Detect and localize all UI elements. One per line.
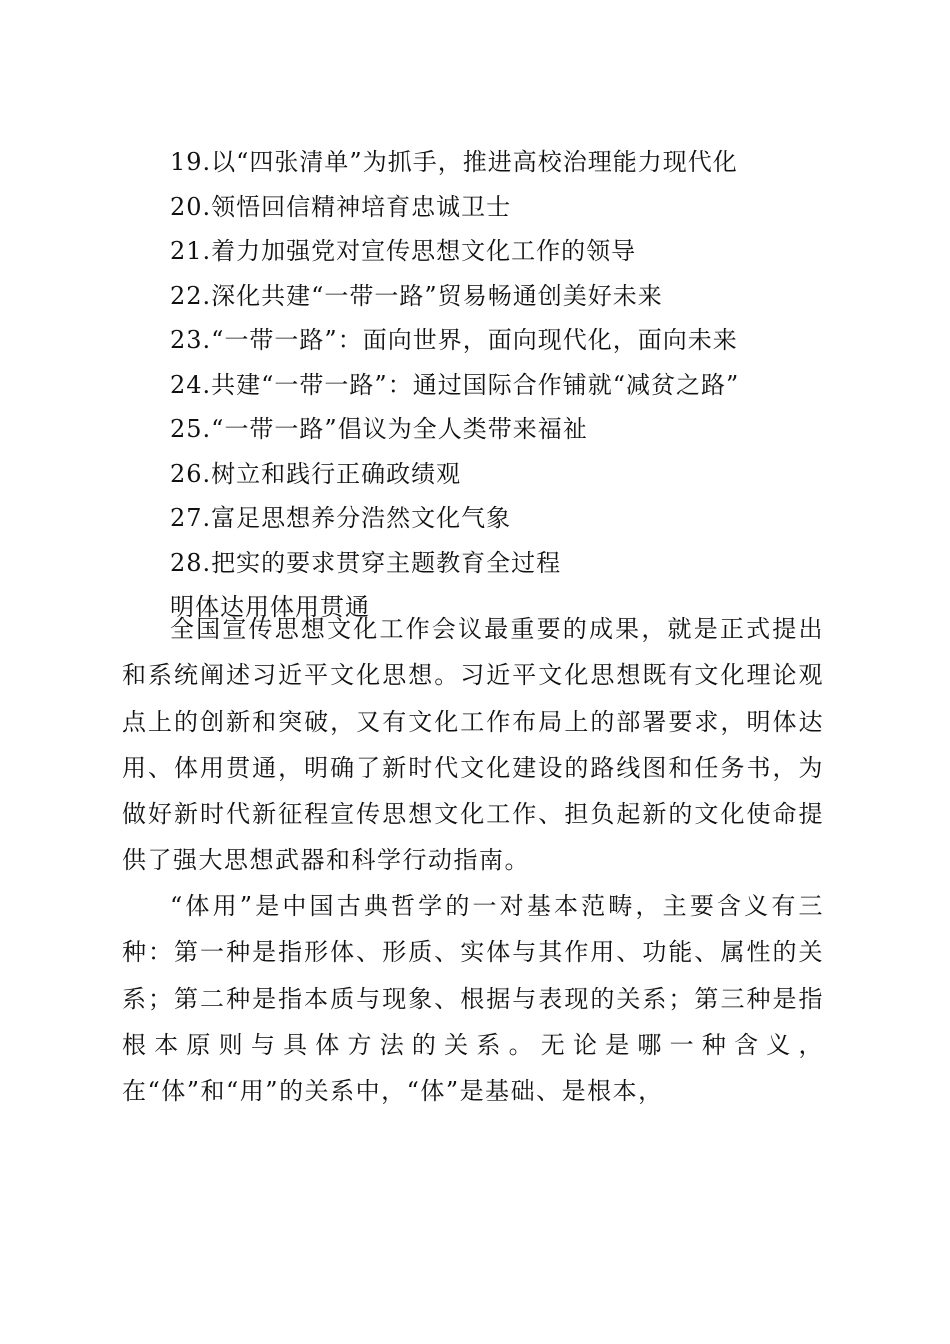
list-item: 23.“一带一路”：面向世界，面向现代化，面向未来 <box>170 326 738 354</box>
list-item: 21.着力加强党对宣传思想文化工作的领导 <box>170 237 637 265</box>
list-item: 25.“一带一路”倡议为全人类带来福祉 <box>170 415 588 443</box>
body-paragraph-2: “体用”是中国古典哲学的一对基本范畴，主要含义有三种：第一种是指形体、形质、实体与其作用、功能、属性的关系；第二种是指本质与现象、根据与表现的关系；第三种是指根本原则与具体方法的关系。无论是哪一种含义，在“体”和“用”的关系中，“体”是基础、是根本， <box>122 892 824 1106</box>
list-item: 20.领悟回信精神培育忠诚卫士 <box>170 192 512 221</box>
list-item: 28.把实的要求贯穿主题教育全过程 <box>170 548 562 577</box>
list-item: 22.深化共建“一带一路”贸易畅通创美好未来 <box>170 281 663 310</box>
list-item: 26.树立和践行正确政绩观 <box>170 459 462 488</box>
section-title: 明体达用体用贯通 <box>170 593 370 621</box>
article-title-list <box>170 140 850 585</box>
list-item: 24.共建“一带一路”：通过国际合作铺就“减贫之路” <box>170 370 740 399</box>
list-item: 19.以“四张清单”为抓手，推进高校治理能力现代化 <box>170 148 738 176</box>
list-item: 27.富足思想养分浩然文化气象 <box>170 504 512 532</box>
body-paragraph-1: 全国宣传思想文化工作会议最重要的成果，就是正式提出和系统阐述习近平文化思想。习近平文化思想既有文化理论观点上的创新和突破，又有文化工作布局上的部署要求，明体达用、体用贯通，明确了新时代文化建设的路线图和任务书，为做好新时代新征程宣传思想文化工作、担负起新的文化使命提供了强大思想武器和科学行动指南。 <box>122 615 824 875</box>
